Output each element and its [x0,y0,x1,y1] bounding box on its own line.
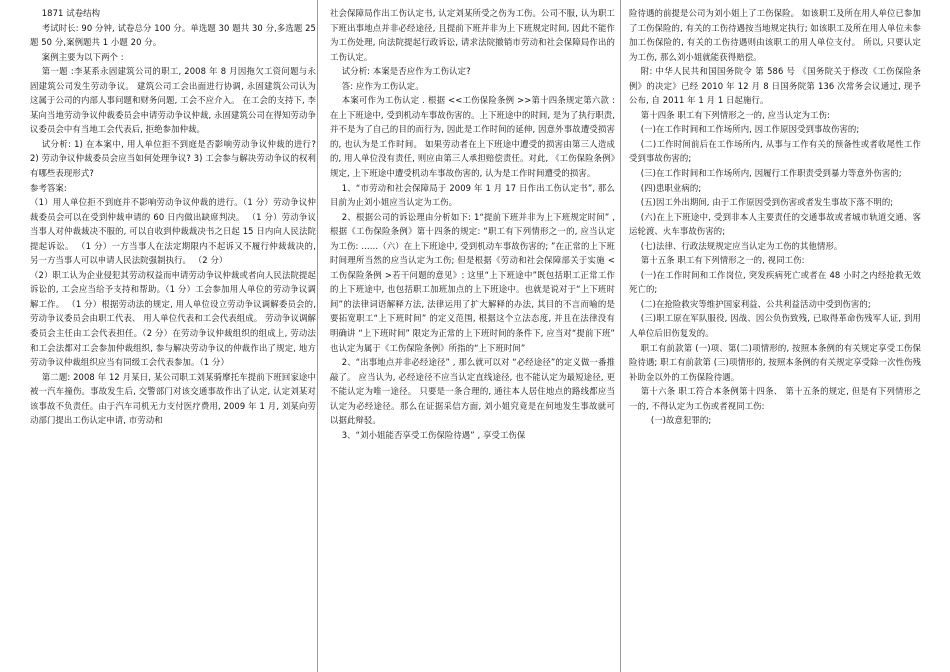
text-column-2 [330,6,615,668]
analysis-point-3-continued: 险待遇的前提是公司为刘小姐上了工伤保险。 如该职工及所在用人单位已参加了工伤保险的, 有关的工伤待遇按当地规定执行; 如该职工及所在用人单位未参加工伤保险的, 有关的工伤待遇则由该职工的用人单位支付。 所以, 只要认定为工伤, 那么刘小姐就能获得赔偿。 [629,8,921,62]
article-15: 第十五条 职工有下列情形之一的, 视同工伤: [640,255,805,266]
exam-duration: 考试时长: 90 分钟, 试卷总分 100 分。单选题 30 题共 30 分,多选题 25 题 50 分,案例题共 1 小题 20 分。 [30,22,316,48]
article-14: 第十四条 职工有下列情形之一的, 应当认定为工伤: [640,109,830,120]
article-14-item: (二)工作时间前后在工作场所内, 从事与工作有关的预备性或者收尾性工作受到事故伤害的; [629,138,921,164]
case-one: 第一题 :李某系永固建筑公司的职工, 2008 年 8 月因拖欠工资问题与永固建筑公司发生劳动争议。 建筑公司工会出面进行协调, 永固建筑公司认为这属于公司的内部人事问题和财务问题, 工会不应介入。 在工会的支持下, 李某向当地劳动争议仲裁委员会申请劳动争议仲裁, 永固建筑公司在得知劳动争议委员会中有当地工会代表后, 拒绝参加仲裁。 [30,66,316,135]
column-divider [620,0,621,672]
text-column-1 [30,6,316,668]
article-16-item: (一)故意犯罪的; [650,415,712,426]
answer-part-1: （1）用人单位拒不到庭并不影响劳动争议仲裁的进行。（1 分）劳动争议仲裁委员会可以在受到仲裁申请的 60 日内做出缺席判决。 （1 分）劳动争议当事人对仲裁裁决不服的, 可以自收到仲裁裁决书之日起 15 日内向人民法院提起诉讼。 （1 分）一方当事人在法定期限内不起诉又不履行仲裁裁决的, 另一方当事人可以申请人民法院强制执行。 （2 分） [30,197,316,266]
case-two-analysis: 本案可作为工伤认定 . 根据 <<工伤保险条例 >>第十四条规定第六款 :在上下班途中, 受到机动车事故伤害的。上下班途中的时间, 是为了执行职责, 并不是为了自己的目的而行为, 因此是工作时间的延伸, 因意外事故遭受损害的, 也认为是工作时间。 如果劳动者在上下班途中遭受的损害由第三人造成的, 用人单位没有责任, 则应由第三人承担赔偿责任。对此, 《工伤保险条例》规定, 上下班途中遭受机动车事故伤害的, 认为是工作时间遭受的损害。 [330,95,615,179]
answer-part-2: （2）职工认为企业侵犯其劳动权益而申请劳动争议仲裁或者向人民法院提起诉讼的, 工会应当给予支持和帮助。（1 分）工会参加用人单位的劳动争议调解工作。 （1 分）根据劳动法的规定, 用人单位设立劳动争议调解委员会的, 劳动争议委员会由职工代表、 用人单位代表和工会代表组成。 劳动争议调解委员会主任由工会代表担任。（2 分）在劳动争议仲裁组织的组成上, 劳动法和工会法都对工会参加仲裁组织, 参与解决劳动争议的仲裁作出了规定, 地方劳动争议仲裁组织应当有同级工会代表参加。（1 分） [30,269,316,368]
article-14-item: (三)在工作时间和工作场所内, 因履行工作职责受到暴力等意外伤害的; [640,168,902,179]
case-two-continued: 社会保障局作出工伤认定书, 认定刘某所受之伤为工伤。公司不服, 认为职工下班出事地点并非必经途径, 且提前下班并非为上下班规定时间, 因此不能作为工伤处理, 向法院提起行政诉讼, 请求法院撤销市劳动和社会保障局作出的工伤认定。 [330,8,615,62]
article-15-item: (三)职工原在军队服役, 因战、因公负伤致残, 已取得革命伤残军人证, 到用人单位后旧伤复发的。 [629,313,921,339]
analysis-point-2: 2、根据公司的诉讼理由分析如下: 1“提前下班并非为上下班规定时间” , 根据《工伤保险条例》第十四条的规定: “职工有下列情形之一的, 应当认定为工伤: ……（六）在上下班途中, 受到机动车事故伤害的; ”在正常的上下班时间理所当然的应当认定为工伤; 但是根据《劳动和社会保障部关于实施 <工伤保险条例 >若干问题的意见》: 这里“上下班途中”既包括职工正常工作的上下班途中, 也包括职工加班加点的上下班途中。也就是说对于“上下班时间”的法律词语解释方法, 法律运用了扩大解释的办法, 其目的不言而喻的是要拓宽职工“上下班时间” 的定义范围, 根据这个立法态度, 并且在法律没有明确讲 “上下班时间” 限定为正常的上下班时间的条件下, 应当对“提前下班” 也认定为属于《工伤保险条例》所指的“上下班时间” [330,211,615,353]
column-divider [317,0,318,672]
case-intro: 案例主要为以下两个 : [41,51,124,62]
article-14-item: (六)在上下班途中, 受到非本人主要责任的交通事故或者城市轨道交通、客运轮渡、火车事故伤害的; [629,211,921,237]
case-two-question: 试分析: 本案是否应作为工伤认定? [341,66,471,77]
answer-heading: 参考答案: [30,182,67,193]
article-15-item: (二)在抢险救灾等维护国家利益、公共利益活动中受到伤害的; [640,298,871,309]
article-15-item: (一)在工作时间和工作岗位, 突发疾病死亡或者在 48 小时之内经抢救无效死亡的; [629,269,921,295]
article-14-item: (七)法律、行政法规规定应当认定为工伤的其他情形。 [640,240,843,251]
article-14-item: (一)在工作时间和工作场所内, 因工作原因受到事故伤害的; [640,124,860,135]
case-two-answer: 答: 应作为工伤认定。 [341,80,424,91]
article-16: 第十六条 职工符合本条例第十四条、 第十五条的规定, 但是有下列情形之一的, 不得认定为工伤或者视同工伤: [629,386,921,411]
analysis-point-2b: 2、“出事地点并非必经途径” , 那么就可以对 “必经途径”的定义做一番推敲了。 应当认为, 必经途径不应当认定直线途径, 也不能认定为最短途径, 更不能认定为唯一途径。 只要是一条合理的, 通往本人居住地点的路线都应当认定为必经途径。那么在证据采信方面, 刘小姐究竟是在何地发生事故就可以据此辩驳。 [330,357,615,426]
text-column-3 [629,6,921,668]
appendix-decree: 附: 中华人民共和国国务院令 第 586 号 《国务院关于修改《工伤保险条例》的决定》已经 2010 年 12 月 8 日国务院第 136 次常务会议通过, 现予公布, 自 2011 年 1 月 1 日起施行。 [629,66,921,106]
article-14-item: (四)患职业病的; [640,182,702,193]
article-14-item: (五)因工外出期间, 由于工作原因受到伤害或者发生事故下落不明的; [640,197,894,208]
analysis-point-1: 1、“市劳动和社会保障局于 2009 年 1 月 17 日作出工伤认定书”, 那么目前为止刘小姐应当认定为工伤。 [330,182,615,208]
exam-title: 1871 试卷结构 [41,8,101,18]
case-two: 第二题: 2008 年 12 月某日, 某公司职工刘某骑摩托车提前下班回家途中被一汽车撞伤。事故发生后, 交警部门对该交通事故作出了认定, 认定刘某对该事故不负责任。由于汽车司机无力支付医疗费用, 2009 年 1 月, 刘某向劳动部门提出工伤认定申请, 市劳动和 [30,371,316,426]
analysis-point-3: 3、“刘小姐能否享受工伤保险待遇” , 享受工伤保 [341,429,526,440]
case-one-question: 试分析: 1) 在本案中, 用人单位拒不到庭是否影响劳动争议仲裁的进行? 2) 劳动争议仲裁委员会应当如何处理争议? 3) 工会参与解决劳动争议的权利有哪些表现形式? [30,138,316,179]
article-15-note: 职工有前款第 (一)项、第(二)项情形的, 按照本条例的有关规定享受工伤保险待遇; 职工有前款第 (三)项情形的, 按照本条例的有关规定享受除一次性伤残补助金以外的工伤保险待遇。 [629,342,921,382]
